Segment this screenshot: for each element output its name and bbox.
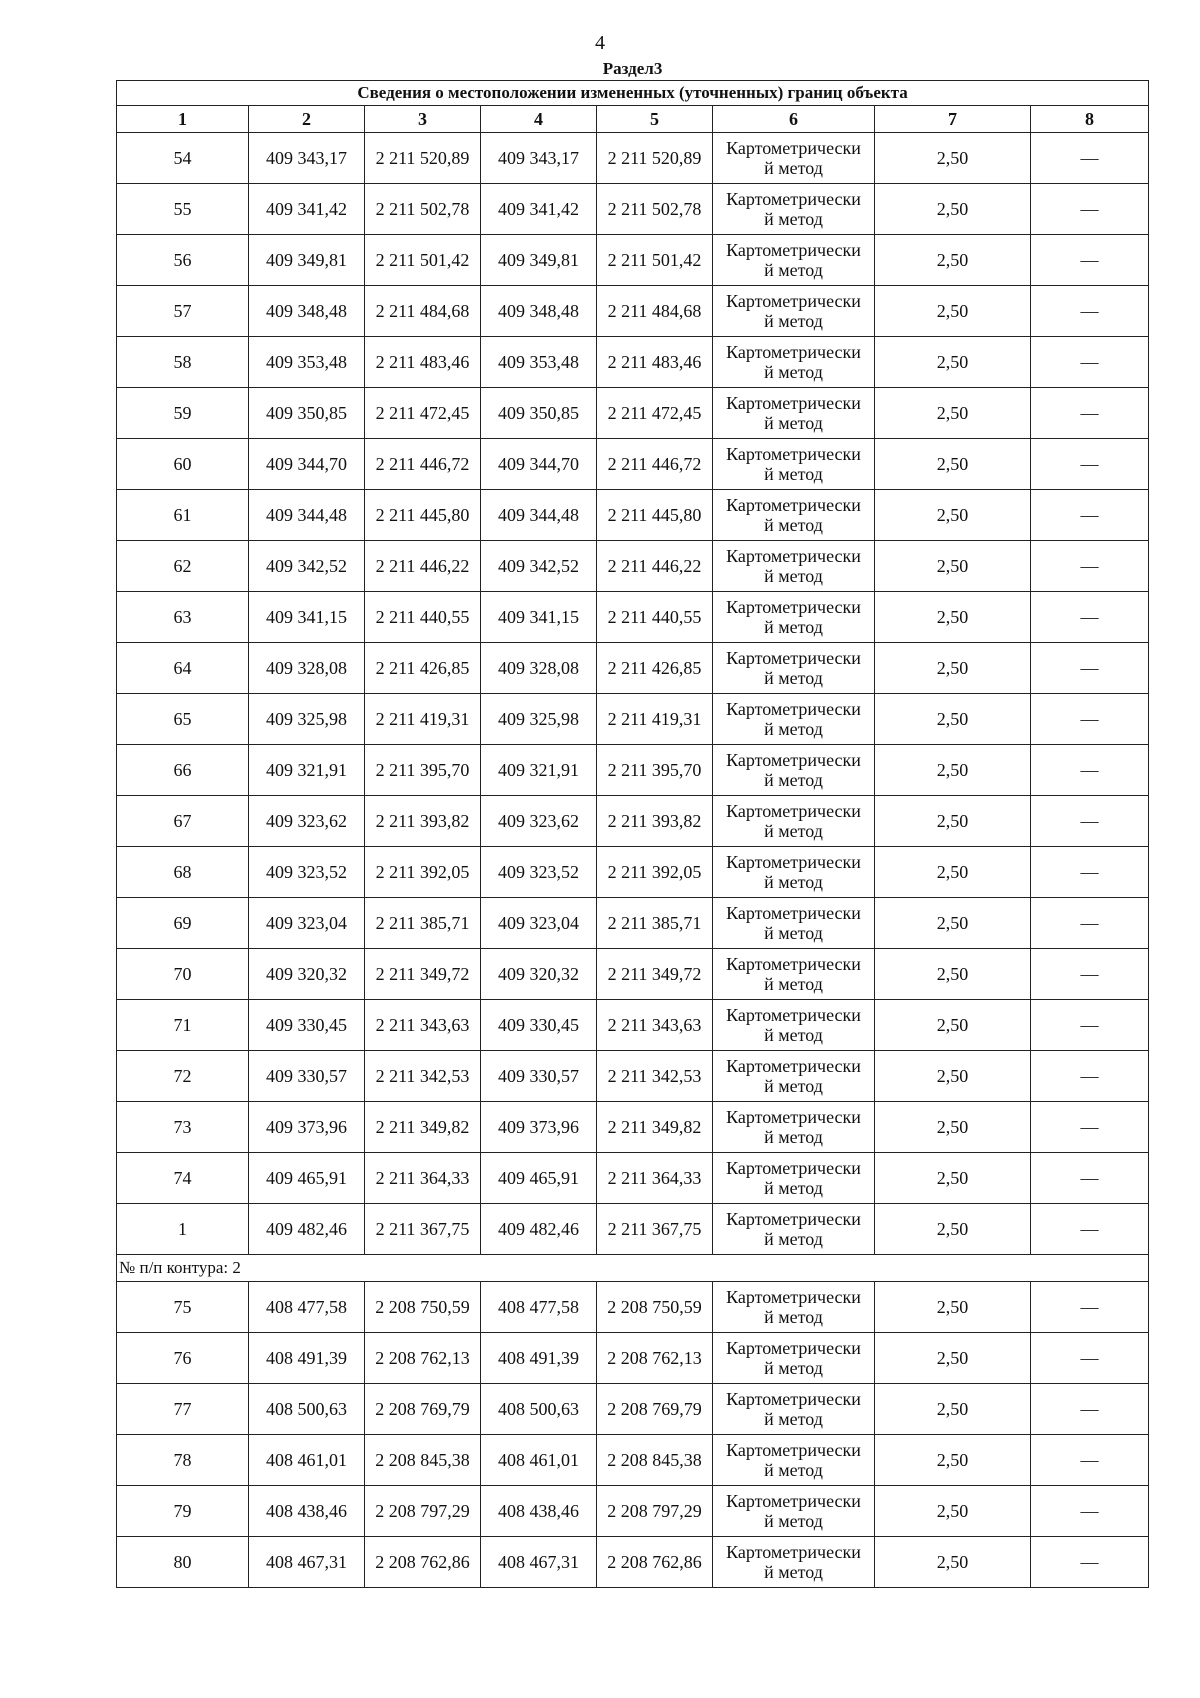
table-cell: 409 465,91 — [481, 1153, 597, 1204]
table-cell: 409 373,96 — [481, 1102, 597, 1153]
table-cell: 69 — [117, 898, 249, 949]
table-cell: 2 211 501,42 — [365, 235, 481, 286]
table-cell: 2,50 — [875, 1537, 1031, 1588]
table-cell: 409 343,17 — [481, 133, 597, 184]
table-cell: 2,50 — [875, 949, 1031, 1000]
table-row — [117, 694, 1149, 745]
table-cell: 2 211 419,31 — [597, 694, 713, 745]
table-cell: 409 323,04 — [481, 898, 597, 949]
table-cell: — — [1031, 439, 1149, 490]
table-cell: 409 465,91 — [249, 1153, 365, 1204]
table-cell: 2 208 845,38 — [597, 1435, 713, 1486]
table-cell: Картометрически й метод — [713, 898, 875, 949]
table-cell: 73 — [117, 1102, 249, 1153]
table-cell: Картометрически й метод — [713, 592, 875, 643]
table-cell: 2,50 — [875, 133, 1031, 184]
table-cell: 2 211 483,46 — [365, 337, 481, 388]
table-cell: — — [1031, 286, 1149, 337]
table-cell: 409 344,70 — [481, 439, 597, 490]
table-cell: 2 211 395,70 — [365, 745, 481, 796]
table-cell: — — [1031, 1384, 1149, 1435]
table-cell: 409 350,85 — [481, 388, 597, 439]
table-cell: — — [1031, 898, 1149, 949]
table-cell: — — [1031, 643, 1149, 694]
table-cell: 408 500,63 — [481, 1384, 597, 1435]
table-cell: 409 321,91 — [481, 745, 597, 796]
table-cell: 409 328,08 — [249, 643, 365, 694]
table-row — [117, 643, 1149, 694]
table-cell: 59 — [117, 388, 249, 439]
table-row — [117, 439, 1149, 490]
table-cell: 408 467,31 — [481, 1537, 597, 1588]
table-row — [117, 286, 1149, 337]
table-cell: Картометрически й метод — [713, 388, 875, 439]
table-cell: 409 349,81 — [249, 235, 365, 286]
table-cell: 2,50 — [875, 1204, 1031, 1255]
table-row — [117, 847, 1149, 898]
table-cell: 2,50 — [875, 337, 1031, 388]
table-row — [117, 490, 1149, 541]
column-header: 5 — [597, 106, 713, 133]
table-cell: Картометрически й метод — [713, 694, 875, 745]
table-cell: 2 211 472,45 — [365, 388, 481, 439]
table-cell: 2 211 472,45 — [597, 388, 713, 439]
table-cell: 2 211 364,33 — [597, 1153, 713, 1204]
table-row — [117, 1384, 1149, 1435]
column-header: 6 — [713, 106, 875, 133]
table-cell: 409 323,04 — [249, 898, 365, 949]
table-cell: 409 330,57 — [249, 1051, 365, 1102]
table-row — [117, 796, 1149, 847]
table-cell: Картометрически й метод — [713, 1102, 875, 1153]
table-cell: 2,50 — [875, 745, 1031, 796]
table-cell: 2 211 502,78 — [597, 184, 713, 235]
table-cell: — — [1031, 184, 1149, 235]
column-header: 1 — [117, 106, 249, 133]
table-cell: 2 211 349,82 — [597, 1102, 713, 1153]
table-cell: 2,50 — [875, 1435, 1031, 1486]
table-cell: 2 211 349,72 — [365, 949, 481, 1000]
table-row — [117, 1537, 1149, 1588]
table-row — [117, 1102, 1149, 1153]
table-cell: 2,50 — [875, 541, 1031, 592]
section-caption: Сведения о местоположении измененных (уточненных) границ объекта — [117, 81, 1149, 106]
table-row — [117, 337, 1149, 388]
column-header: 7 — [875, 106, 1031, 133]
table-cell: 409 320,32 — [481, 949, 597, 1000]
table-cell: 408 438,46 — [481, 1486, 597, 1537]
table-cell: 2 211 501,42 — [597, 235, 713, 286]
table-cell: 67 — [117, 796, 249, 847]
table-cell: — — [1031, 847, 1149, 898]
table-cell: 409 341,15 — [481, 592, 597, 643]
page-number: 4 — [595, 32, 605, 54]
table-cell: 409 323,62 — [249, 796, 365, 847]
table-cell: 78 — [117, 1435, 249, 1486]
table-cell: 409 330,45 — [249, 1000, 365, 1051]
table-cell: — — [1031, 1435, 1149, 1486]
table-cell: 80 — [117, 1537, 249, 1588]
section-title: Раздел3 — [602, 59, 663, 78]
table-row — [117, 745, 1149, 796]
table-cell: 409 330,45 — [481, 1000, 597, 1051]
table-cell: 2,50 — [875, 439, 1031, 490]
table-cell: — — [1031, 1153, 1149, 1204]
table-row — [117, 1282, 1149, 1333]
table-cell: 409 344,70 — [249, 439, 365, 490]
table-cell: 2,50 — [875, 235, 1031, 286]
table-row — [117, 541, 1149, 592]
table-cell: Картометрически й метод — [713, 796, 875, 847]
table-cell: 57 — [117, 286, 249, 337]
table-cell: — — [1031, 388, 1149, 439]
table-cell: 2,50 — [875, 1333, 1031, 1384]
table-cell: 409 350,85 — [249, 388, 365, 439]
table-cell: 2 211 426,85 — [597, 643, 713, 694]
table-cell: 2 211 446,72 — [597, 439, 713, 490]
table-cell: 2,50 — [875, 1102, 1031, 1153]
table-cell: 63 — [117, 592, 249, 643]
table-cell: Картометрически й метод — [713, 133, 875, 184]
table-cell: 2 211 343,63 — [365, 1000, 481, 1051]
coordinates-table — [116, 58, 1149, 1588]
table-row — [117, 235, 1149, 286]
table-cell: 2,50 — [875, 1384, 1031, 1435]
table-cell: 2 208 750,59 — [365, 1282, 481, 1333]
table-cell: Картометрически й метод — [713, 1282, 875, 1333]
table-cell: 2 211 349,72 — [597, 949, 713, 1000]
table-cell: 2 208 762,13 — [597, 1333, 713, 1384]
table-cell: 409 342,52 — [481, 541, 597, 592]
table-cell: Картометрически й метод — [713, 1153, 875, 1204]
table-cell: 409 373,96 — [249, 1102, 365, 1153]
table-cell: 64 — [117, 643, 249, 694]
table-cell: 409 344,48 — [249, 490, 365, 541]
table-cell: 2 208 762,13 — [365, 1333, 481, 1384]
table-cell: 409 353,48 — [481, 337, 597, 388]
table-cell: 2,50 — [875, 1051, 1031, 1102]
table-cell: — — [1031, 1537, 1149, 1588]
table-cell: 56 — [117, 235, 249, 286]
table-cell: 2,50 — [875, 847, 1031, 898]
table-cell: — — [1031, 694, 1149, 745]
table-cell: 65 — [117, 694, 249, 745]
table-cell: 2 211 342,53 — [365, 1051, 481, 1102]
table-cell: 2,50 — [875, 694, 1031, 745]
table-cell: 2 211 445,80 — [597, 490, 713, 541]
table-cell: 409 330,57 — [481, 1051, 597, 1102]
table-cell: 2 211 367,75 — [365, 1204, 481, 1255]
table-cell: 409 482,46 — [481, 1204, 597, 1255]
table-cell: 70 — [117, 949, 249, 1000]
table-cell: Картометрически й метод — [713, 949, 875, 1000]
table-cell: 2 211 392,05 — [365, 847, 481, 898]
table-cell: 2,50 — [875, 592, 1031, 643]
table-cell: — — [1031, 1000, 1149, 1051]
table-cell: 79 — [117, 1486, 249, 1537]
table-cell: 409 482,46 — [249, 1204, 365, 1255]
table-cell: 408 500,63 — [249, 1384, 365, 1435]
table-cell: 2 211 446,22 — [597, 541, 713, 592]
table-cell: 2 208 797,29 — [365, 1486, 481, 1537]
column-header-row — [117, 106, 1149, 133]
table-row — [117, 1051, 1149, 1102]
table-cell: 409 320,32 — [249, 949, 365, 1000]
table-cell: 408 461,01 — [249, 1435, 365, 1486]
table-cell: — — [1031, 1486, 1149, 1537]
table-cell: 2 211 392,05 — [597, 847, 713, 898]
table-cell: — — [1031, 592, 1149, 643]
table-cell: 408 477,58 — [481, 1282, 597, 1333]
contour-label: № п/п контура: 2 — [117, 1255, 1149, 1282]
table-cell: 2,50 — [875, 643, 1031, 694]
table-cell: 2 211 343,63 — [597, 1000, 713, 1051]
table-cell: 409 323,52 — [249, 847, 365, 898]
table-cell: 409 353,48 — [249, 337, 365, 388]
table-cell: 2 211 393,82 — [365, 796, 481, 847]
table-cell: — — [1031, 1333, 1149, 1384]
column-header: 3 — [365, 106, 481, 133]
table-cell: 2,50 — [875, 796, 1031, 847]
table-cell: — — [1031, 235, 1149, 286]
table-cell: 2 208 762,86 — [365, 1537, 481, 1588]
table-cell: 2 211 395,70 — [597, 745, 713, 796]
table-cell: 409 328,08 — [481, 643, 597, 694]
table-cell: — — [1031, 796, 1149, 847]
table-cell: 74 — [117, 1153, 249, 1204]
table-cell: 408 477,58 — [249, 1282, 365, 1333]
table-cell: — — [1031, 541, 1149, 592]
table-cell: 408 491,39 — [481, 1333, 597, 1384]
table-cell: 2 211 502,78 — [365, 184, 481, 235]
table-cell: 68 — [117, 847, 249, 898]
table-cell: 409 341,42 — [249, 184, 365, 235]
table-cell: 2 208 762,86 — [597, 1537, 713, 1588]
table-cell: 409 341,42 — [481, 184, 597, 235]
table-cell: 2,50 — [875, 1000, 1031, 1051]
table-cell: 72 — [117, 1051, 249, 1102]
table-cell: Картометрически й метод — [713, 1333, 875, 1384]
table-cell: 2 211 446,22 — [365, 541, 481, 592]
table-cell: 409 343,17 — [249, 133, 365, 184]
table-cell: 409 348,48 — [249, 286, 365, 337]
table-cell: 61 — [117, 490, 249, 541]
table-cell: 58 — [117, 337, 249, 388]
table-cell: 2,50 — [875, 490, 1031, 541]
table-cell: 2 208 750,59 — [597, 1282, 713, 1333]
table-cell: Картометрически й метод — [713, 337, 875, 388]
table-cell: 2 208 769,79 — [597, 1384, 713, 1435]
table-cell: — — [1031, 949, 1149, 1000]
table-cell: 55 — [117, 184, 249, 235]
table-cell: 2 211 445,80 — [365, 490, 481, 541]
table-cell: 76 — [117, 1333, 249, 1384]
table-cell: Картометрически й метод — [713, 490, 875, 541]
contour-row — [117, 1255, 1149, 1282]
table-cell: 2 211 364,33 — [365, 1153, 481, 1204]
table-cell: Картометрически й метод — [713, 235, 875, 286]
table-row — [117, 133, 1149, 184]
table-cell: 2 211 385,71 — [365, 898, 481, 949]
table-cell: Картометрически й метод — [713, 1435, 875, 1486]
table-cell: 2,50 — [875, 286, 1031, 337]
table-cell: 2 211 426,85 — [365, 643, 481, 694]
table-row — [117, 1333, 1149, 1384]
table-cell: Картометрически й метод — [713, 847, 875, 898]
table-cell: 2 211 520,89 — [597, 133, 713, 184]
table-cell: 2 211 446,72 — [365, 439, 481, 490]
table-cell: 2 211 484,68 — [365, 286, 481, 337]
table-cell: — — [1031, 1282, 1149, 1333]
table-cell: 2,50 — [875, 184, 1031, 235]
table-cell: Картометрически й метод — [713, 541, 875, 592]
table-cell: 408 467,31 — [249, 1537, 365, 1588]
table-cell: 409 344,48 — [481, 490, 597, 541]
table-cell: 2,50 — [875, 1153, 1031, 1204]
table-cell: Картометрически й метод — [713, 1486, 875, 1537]
table-cell: 2,50 — [875, 898, 1031, 949]
table-cell: 2,50 — [875, 388, 1031, 439]
table-cell: 2 211 349,82 — [365, 1102, 481, 1153]
table-cell: — — [1031, 490, 1149, 541]
table-cell: 2 211 393,82 — [597, 796, 713, 847]
table-row — [117, 1435, 1149, 1486]
table-cell: 2 211 520,89 — [365, 133, 481, 184]
table-cell: 71 — [117, 1000, 249, 1051]
table-cell: 409 349,81 — [481, 235, 597, 286]
table-cell: Картометрически й метод — [713, 439, 875, 490]
table-cell: — — [1031, 133, 1149, 184]
table-cell: 2 208 845,38 — [365, 1435, 481, 1486]
table-cell: — — [1031, 337, 1149, 388]
column-header: 4 — [481, 106, 597, 133]
table-cell: 2 211 385,71 — [597, 898, 713, 949]
table-cell: Картометрически й метод — [713, 1384, 875, 1435]
table-cell: 66 — [117, 745, 249, 796]
table-cell: Картометрически й метод — [713, 1204, 875, 1255]
table-cell: Картометрически й метод — [713, 286, 875, 337]
table-row — [117, 1486, 1149, 1537]
table-cell: 2,50 — [875, 1486, 1031, 1537]
table-row — [117, 898, 1149, 949]
table-cell: 409 325,98 — [249, 694, 365, 745]
table-row — [117, 184, 1149, 235]
table-row — [117, 1153, 1149, 1204]
table-cell: Картометрически й метод — [713, 643, 875, 694]
table-cell: Картометрически й метод — [713, 1537, 875, 1588]
table-cell: 2 211 440,55 — [597, 592, 713, 643]
table-body — [117, 133, 1149, 1588]
table-cell: 62 — [117, 541, 249, 592]
table-cell: 2 211 367,75 — [597, 1204, 713, 1255]
table-cell: 2 208 769,79 — [365, 1384, 481, 1435]
table-cell: 77 — [117, 1384, 249, 1435]
table-cell: 409 325,98 — [481, 694, 597, 745]
table-cell: 2 211 484,68 — [597, 286, 713, 337]
table-row — [117, 1000, 1149, 1051]
table-cell: 408 461,01 — [481, 1435, 597, 1486]
table-cell: 1 — [117, 1204, 249, 1255]
table-cell: 408 491,39 — [249, 1333, 365, 1384]
table-cell: 2 211 342,53 — [597, 1051, 713, 1102]
table-cell: 409 348,48 — [481, 286, 597, 337]
table-cell: 2,50 — [875, 1282, 1031, 1333]
table-cell: 75 — [117, 1282, 249, 1333]
table-cell: — — [1031, 1102, 1149, 1153]
table-cell: 54 — [117, 133, 249, 184]
table-cell: 60 — [117, 439, 249, 490]
table-cell: 409 323,62 — [481, 796, 597, 847]
table-cell: — — [1031, 1051, 1149, 1102]
table-row — [117, 592, 1149, 643]
table-cell: 409 321,91 — [249, 745, 365, 796]
table-cell: Картометрически й метод — [713, 1051, 875, 1102]
table-cell: 409 341,15 — [249, 592, 365, 643]
table-cell: 2 211 419,31 — [365, 694, 481, 745]
table-cell: 409 342,52 — [249, 541, 365, 592]
table-cell: 408 438,46 — [249, 1486, 365, 1537]
table-cell: 409 323,52 — [481, 847, 597, 898]
table-cell: 2 211 483,46 — [597, 337, 713, 388]
column-header: 8 — [1031, 106, 1149, 133]
table-cell: Картометрически й метод — [713, 1000, 875, 1051]
table-cell: 2 208 797,29 — [597, 1486, 713, 1537]
table-cell: Картометрически й метод — [713, 184, 875, 235]
table-cell: — — [1031, 1204, 1149, 1255]
table-cell: Картометрически й метод — [713, 745, 875, 796]
table-row — [117, 949, 1149, 1000]
column-header: 2 — [249, 106, 365, 133]
table-cell: 2 211 440,55 — [365, 592, 481, 643]
table-cell: — — [1031, 745, 1149, 796]
table-row — [117, 1204, 1149, 1255]
table-row — [117, 388, 1149, 439]
